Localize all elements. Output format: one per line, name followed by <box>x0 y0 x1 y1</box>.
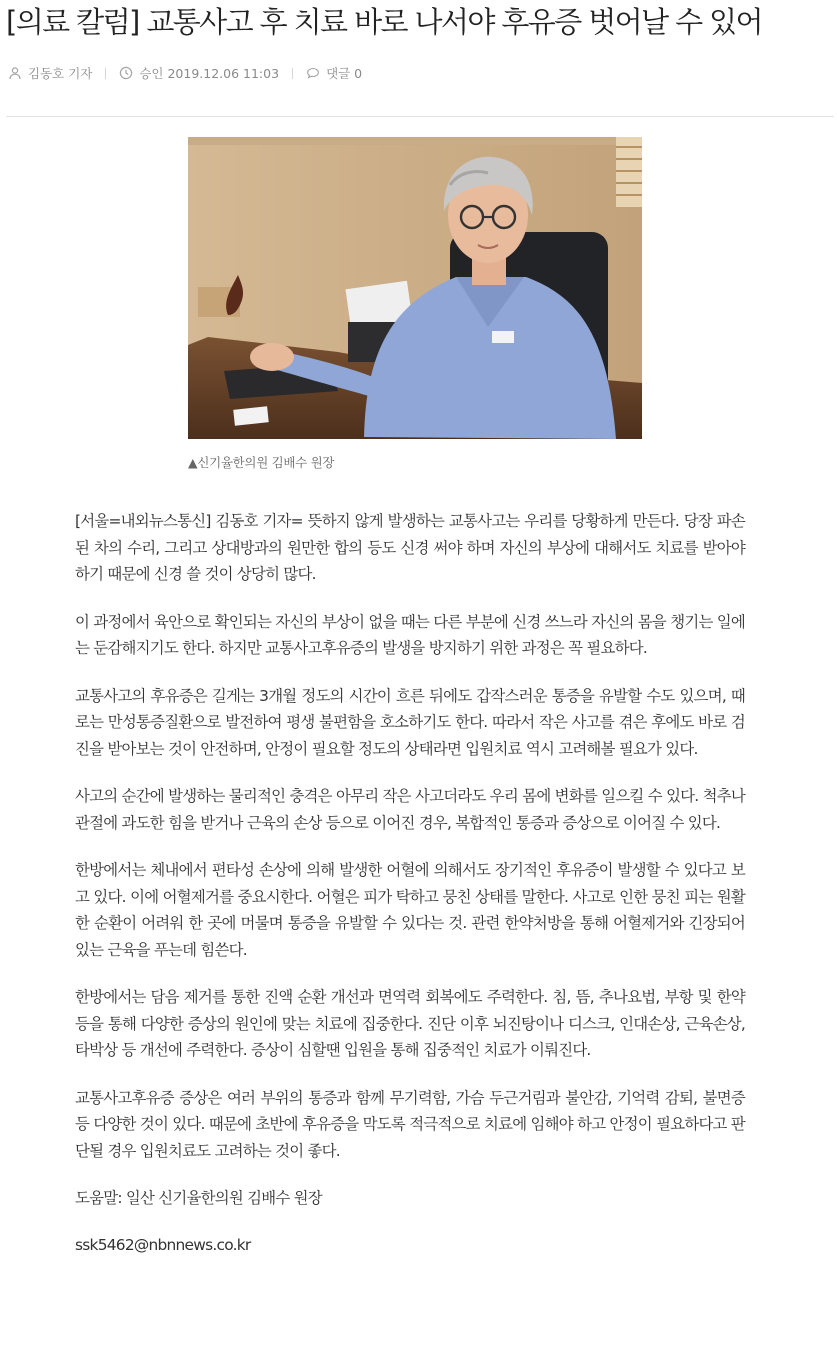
article-body <box>75 508 745 1258</box>
help-credit: 도움말: 일산 신기율한의원 김배수 원장 <box>75 1189 322 1207</box>
header-divider <box>6 116 834 117</box>
speech-bubble-icon <box>306 66 320 80</box>
author-info[interactable] <box>8 64 92 82</box>
doctor-photo-illustration <box>188 137 642 439</box>
comments-link[interactable] <box>306 64 362 82</box>
article-paragraph: 이 과정에서 육안으로 확인되는 자신의 부상이 없을 때는 다른 부분에 신경 쓰느라 자신의 몸을 챙기는 일에는 둔감해지기도 한다. 하지만 교통사고후유증의 발생을 방지하기 위한 과정은 꼭 필요하다. <box>75 612 745 657</box>
meta-separator <box>105 68 106 79</box>
article-photo <box>188 137 642 439</box>
comments-count: 댓글 0 <box>326 66 363 81</box>
article-paragraph: 교통사고의 후유증은 길게는 3개월 정도의 시간이 흐른 뒤에도 갑작스러운 통증을 유발할 수도 있으며, 때로는 만성통증질환으로 발전하여 평생 불편함을 호소하기도 한다. 따라서 작은 사고를 겪은 후에도 바로 검진을 받아보는 것이 안전하며, 안정이 필요할 정도의 상태라면 입원치료 역시 고려해볼 필요가 있다. <box>75 686 745 758</box>
approved-info <box>119 64 279 82</box>
author-name: 김동호 기자 <box>28 66 93 81</box>
reporter-email[interactable]: ssk5462@nbnnews.co.kr <box>75 1235 251 1254</box>
clock-icon <box>119 66 133 80</box>
article-paragraph: [서울=내외뉴스통신] 김동호 기자= 뜻하지 않게 발생하는 교통사고는 우리를 당황하게 만든다. 당장 파손된 차의 수리, 그리고 상대방과의 원만한 합의 등도 신경 써야 하며 자신의 부상에 대해서도 치료를 받아야 하기 때문에 신경 쓸 것이 상당히 많다. <box>75 512 745 583</box>
article-meta <box>8 63 362 83</box>
person-icon <box>8 66 22 80</box>
meta-separator <box>292 68 293 79</box>
article-paragraph: 사고의 순간에 발생하는 물리적인 충격은 아무리 작은 사고더라도 우리 몸에 변화를 일으킬 수 있다. 척추나 관절에 과도한 힘을 받거나 근육의 손상 등으로 이어진 경우, 복합적인 통증과 증상으로 이어질 수 있다. <box>75 787 745 832</box>
approved-datetime: 승인 2019.12.06 11:03 <box>139 66 280 81</box>
article-paragraph: 교통사고후유증 증상은 여러 부위의 통증과 함께 무기력함, 가슴 두근거림과 불안감, 기억력 감퇴, 불면증 등 다양한 것이 있다. 때문에 초반에 후유증을 막도록 적극적으로 치료에 임해야 하고 안정이 필요하다고 판단될 경우 입원치료도 고려하는 것이 좋다. <box>75 1088 745 1160</box>
photo-caption: ▲신기율한의원 김배수 원장 <box>188 455 335 470</box>
article-title: [의료 칼럼] 교통사고 후 치료 바로 나서야 후유증 벗어날 수 있어 <box>6 5 762 39</box>
article-paragraph: 한방에서는 담음 제거를 통한 진액 순환 개선과 면역력 회복에도 주력한다. 침, 뜸, 추나요법, 부항 및 한약 등을 통해 다양한 증상의 원인에 맞는 치료에 집중한다. 진단 이후 뇌진탕이나 디스크, 인대손상, 근육손상, 타박상 등 개선에 주력한다. 증상이 심할땐 입원을 통해 집중적인 치료가 이뤄진다. <box>75 988 745 1059</box>
article-paragraph: 한방에서는 체내에서 편타성 손상에 의해 발생한 어혈에 의해서도 장기적인 후유증이 발생할 수 있다고 보고 있다. 이에 어혈제거를 중요시한다. 어혈은 피가 탁하고 뭉친 상태를 말한다. 사고로 인한 뭉친 피는 원활한 순환이 어려워 한 곳에 머물며 통증을 유발할 수 있다는 것. 관련 한약처방을 통해 어혈제거와 긴장되어 있는 근육을 푸는데 힘쓴다. <box>75 861 745 959</box>
